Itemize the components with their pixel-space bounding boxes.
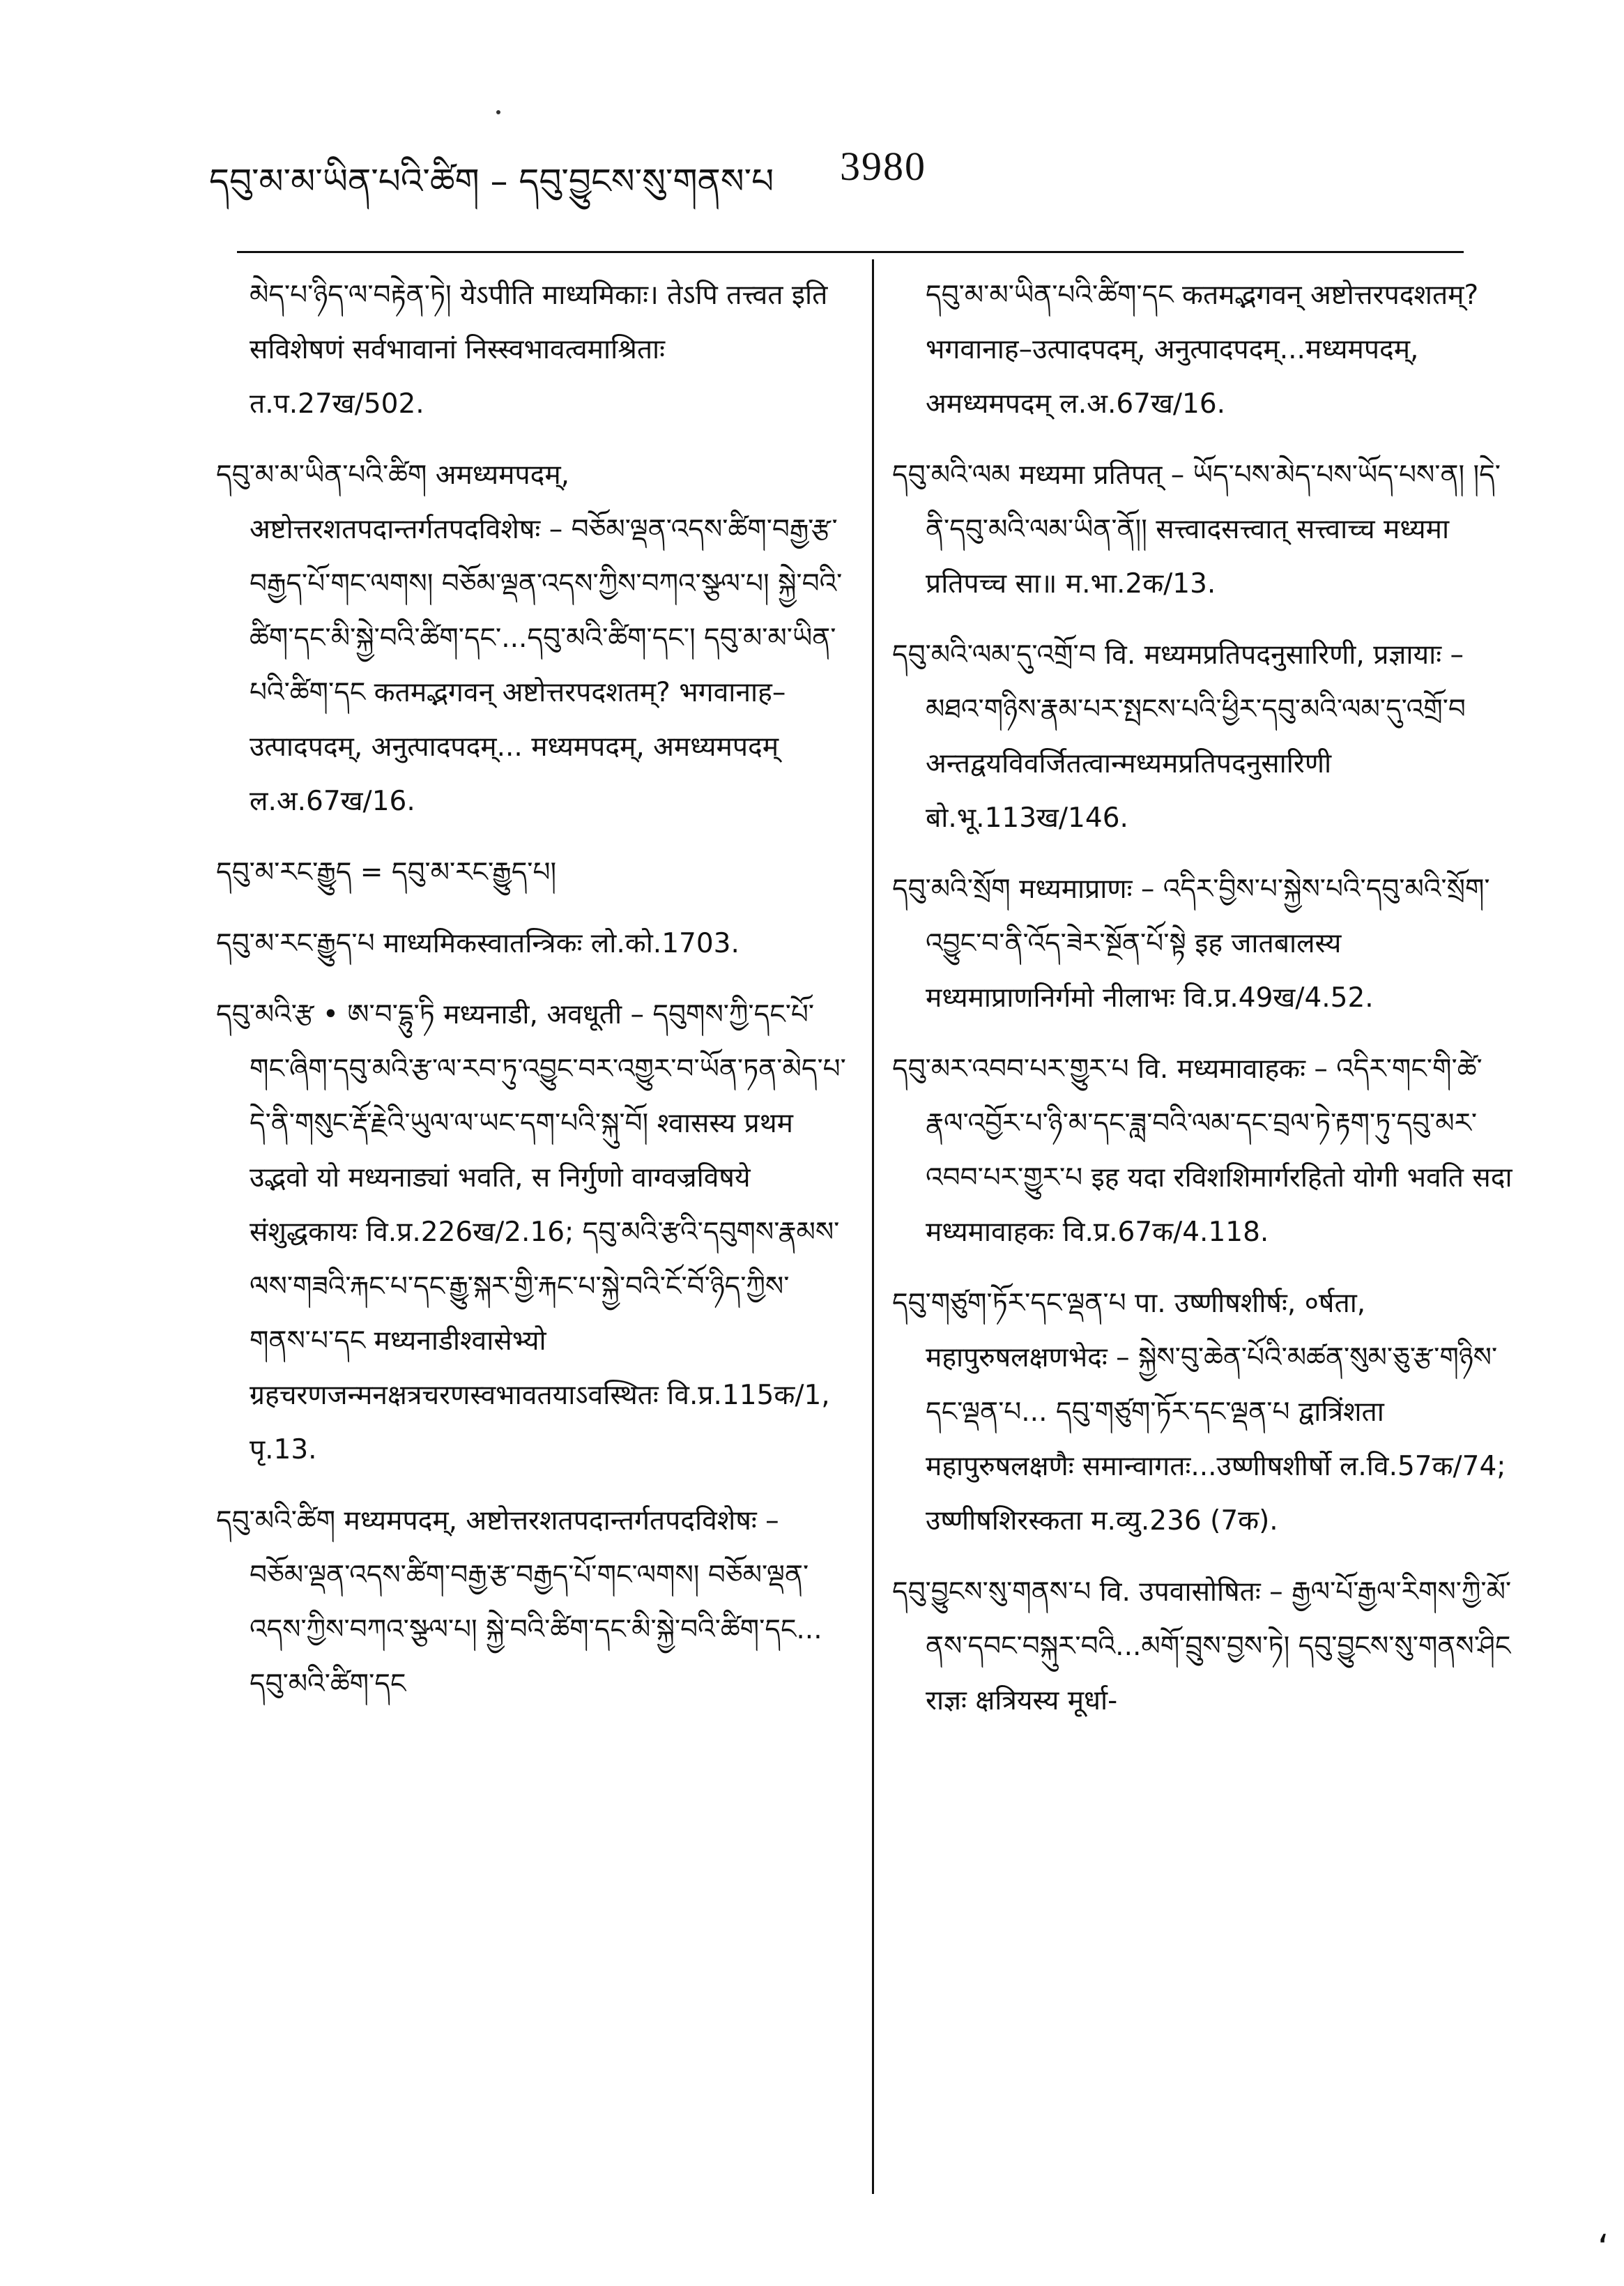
dictionary-entry: དབུ་མའི་སྲོག मध्यमाप्राणः – འདིར་བྱིས་པ་སྐྱེས་པའི་དབུ་མའི་སྲོག་འབྱུང་བ་ནི་འོད་ཟེར་སྔོན་པོ་སྟེ इह जातबालस्य मध्यमाप्राणनिर्गमो नीलाभः वि.प्र.49ख/4.52.	[892, 874, 1490, 1014]
dictionary-entry: དབུ་མའི་ལམ་དུ་འགྲོ་བ वि. मध्यमप्रतिपदनुसारिणी, प्रज्ञायाः – མཐའ་གཉིས་རྣམ་པར་སྤངས་པའི་ཕྱིར་དབུ་མའི་ལམ་དུ་འགྲོ་བ अन्तद्वयविवर्जितत्वान्मध्यमप्रतिपदनुसारिणी बो.भू.113ख/146.	[892, 639, 1466, 834]
speck	[496, 110, 500, 114]
page-number: 3980	[840, 144, 926, 189]
entry-continuation: མེད་པ་ཉིད་ལ་བརྟེན་ཏེ། येऽपीति माध्यमिकाः। तेऽपि तत्त्वत इति सविशेषणं सर्वभावानां निस्स्वभावत्वमाश्रिताः त.प.27ख/502.	[250, 280, 828, 420]
page-header	[209, 143, 1526, 206]
dictionary-entry: དབུ་མར་འབབ་པར་གྱུར་པ वि. मध्यमावाहकः – འདིར་གང་གི་ཚེ་རྣལ་འབྱོར་པ་ཉི་མ་དང་ཟླ་བའི་ལམ་དང་བྲལ་ཏེ་རྟག་ཏུ་དབུ་མར་འབབ་པར་གྱུར་པ इह यदा रविशशिमार्गरहितो योगी भवति सदा मध्यमावाहकः वि.प्र.67क/4.118.	[892, 1053, 1512, 1248]
column-divider	[872, 259, 874, 2194]
header-rule	[237, 251, 1464, 253]
dictionary-entry: དབུ་མ་རང་རྒྱུད་པ माध्यमिकस्वातन्त्रिकः लो.को.1703.	[216, 928, 740, 959]
corner-mark: ʻ	[1598, 2227, 1609, 2269]
dictionary-entry: དབུ་བྱུངས་སུ་གནས་པ वि. उपवासोषितः – རྒྱལ་པོ་རྒྱལ་རིགས་ཀྱི་མོ་ནས་དབང་བསྐུར་བའི...མགོ་བྲུས་བྱས་ཏེ། དབུ་བྱུངས་སུ་གནས་ཤིང राज्ञः क्षत्रियस्य मूर्धा-	[892, 1576, 1512, 1716]
dictionary-entry: དབུ་མའི་ལམ मध्यमा प्रतिपत् – ཡོད་པས་མེད་པས་ཡོད་པས་ན། །དེ་ནི་དབུ་མའི་ལམ་ཡིན་ནོ།། सत्त्वादसत्त्वात् सत्त्वाच्च मध्यमा प्रतिपच्च सा॥ म.भा.2क/13.	[892, 459, 1501, 600]
running-title: དབུ་མ་མ་ཡིན་པའི་ཚིག – དབུ་བྱུངས་སུ་གནས་པ	[209, 161, 774, 201]
dictionary-entry: དབུ་མའི་ཚིག मध्यमपदम्, अष्टोत्तरशतपदान्तर्गतपदविशेषः – བཅོམ་ལྡན་འདས་ཚིག་བརྒྱ་རྩ་བརྒྱད་པོ་གང་ལགས། བཅོམ་ལྡན་འདས་ཀྱིས་བཀའ་སྩལ་པ། སྐྱེ་བའི་ཚིག་དང་མི་སྐྱེ་བའི་ཚིག་དང... དབུ་མའི་ཚིག་དང	[216, 1505, 822, 1700]
dictionary-entry: དབུ་མ་མ་ཡིན་པའི་ཚིག अमध्यमपदम्, अष्टोत्तरशतपदान्तर्गतपदविशेषः – བཅོམ་ལྡན་འདས་ཚིག་བརྒྱ་རྩ་བརྒྱད་པོ་གང་ལགས། བཅོམ་ལྡན་འདས་ཀྱིས་བཀའ་སྩལ་པ། སྐྱེ་བའི་ཚིག་དང་མི་སྐྱེ་བའི་ཚིག་དང་...དབུ་མའི་ཚིག་དང་། དབུ་མ་མ་ཡིན་པའི་ཚིག་དང कतमद्भगवन् अष्टोत्तरपदशतम्? भगवानाह–उत्पादपदम्, अनुत्पादपदम्... मध्यमपदम्, अमध्यमपदम् ल.अ.67ख/16.	[216, 459, 843, 817]
dictionary-entry: དབུ་མའི་རྩ • ཨ་བ་དྷུ་ཏི मध्यनाडी, अवधूती – དབུགས་ཀྱི་དང་པོ་གང་ཞིག་དབུ་མའི་རྩ་ལ་རབ་ཏུ་འབྱུང་བར་འགྱུར་བ་ཡོན་ཏན་མེད་པ་དེ་ནི་གསུང་རྡོ་རྗེའི་ཡུལ་ལ་ཡང་དག་པའི་སྐུ་བོ། श्वासस्य प्रथम उद्भवो यो मध्यनाड्यां भवति, स निर्गुणो वाग्वज्रविषये संशुद्धकायः वि.प्र.226ख/2.16; དབུ་མའི་རྩའི་དབུགས་རྣམས་ལས་གཟའི་རྐང་པ་དང་རྒྱུ་སྐར་གྱི་རྐང་པ་སྐྱེ་བའི་ངོ་བོ་ཉིད་ཀྱིས་གནས་པ་དང मध्यनाडीश्वासेभ्यो ग्रहचरणजन्मनक्षत्रचरणस्वभावतयाऽवस्थितः वि.प्र.115क/1, पृ.13.	[216, 999, 846, 1465]
left-column	[216, 268, 847, 1728]
right-column	[892, 268, 1512, 1745]
dictionary-entry: དབུ་གཙུག་ཏོར་དང་ལྡན་པ पा. उष्णीषशीर्षः, ०र्षता, महापुरुषलक्षणभेदः – སྐྱེས་བུ་ཆེན་པོའི་མཚན་སུམ་ཅུ་རྩ་གཉིས་དང་ལྡན་པ... དབུ་གཙུག་ཏོར་དང་ལྡན་པ द्वात्रिंशता महापुरुषलक्षणैः समान्वागतः...उष्णीषशीर्षो ल.वि.57क/74; उष्णीषशिरस्कता म.व्यु.236 (7क).	[892, 1288, 1506, 1537]
cross-reference-entry: དབུ་མ་རང་རྒྱུད = དབུ་མ་རང་རྒྱུད་པ།	[216, 857, 557, 888]
entry-continuation: དབུ་མ་མ་ཡིན་པའི་ཚིག་དང कतमद्भगवन् अष्टोत्तरपदशतम्? भगवानाह–उत्पादपदम्, अनुत्पादपदम्...मध्यमपदम्, अमध्यमपदम् ल.अ.67ख/16.	[926, 280, 1479, 420]
